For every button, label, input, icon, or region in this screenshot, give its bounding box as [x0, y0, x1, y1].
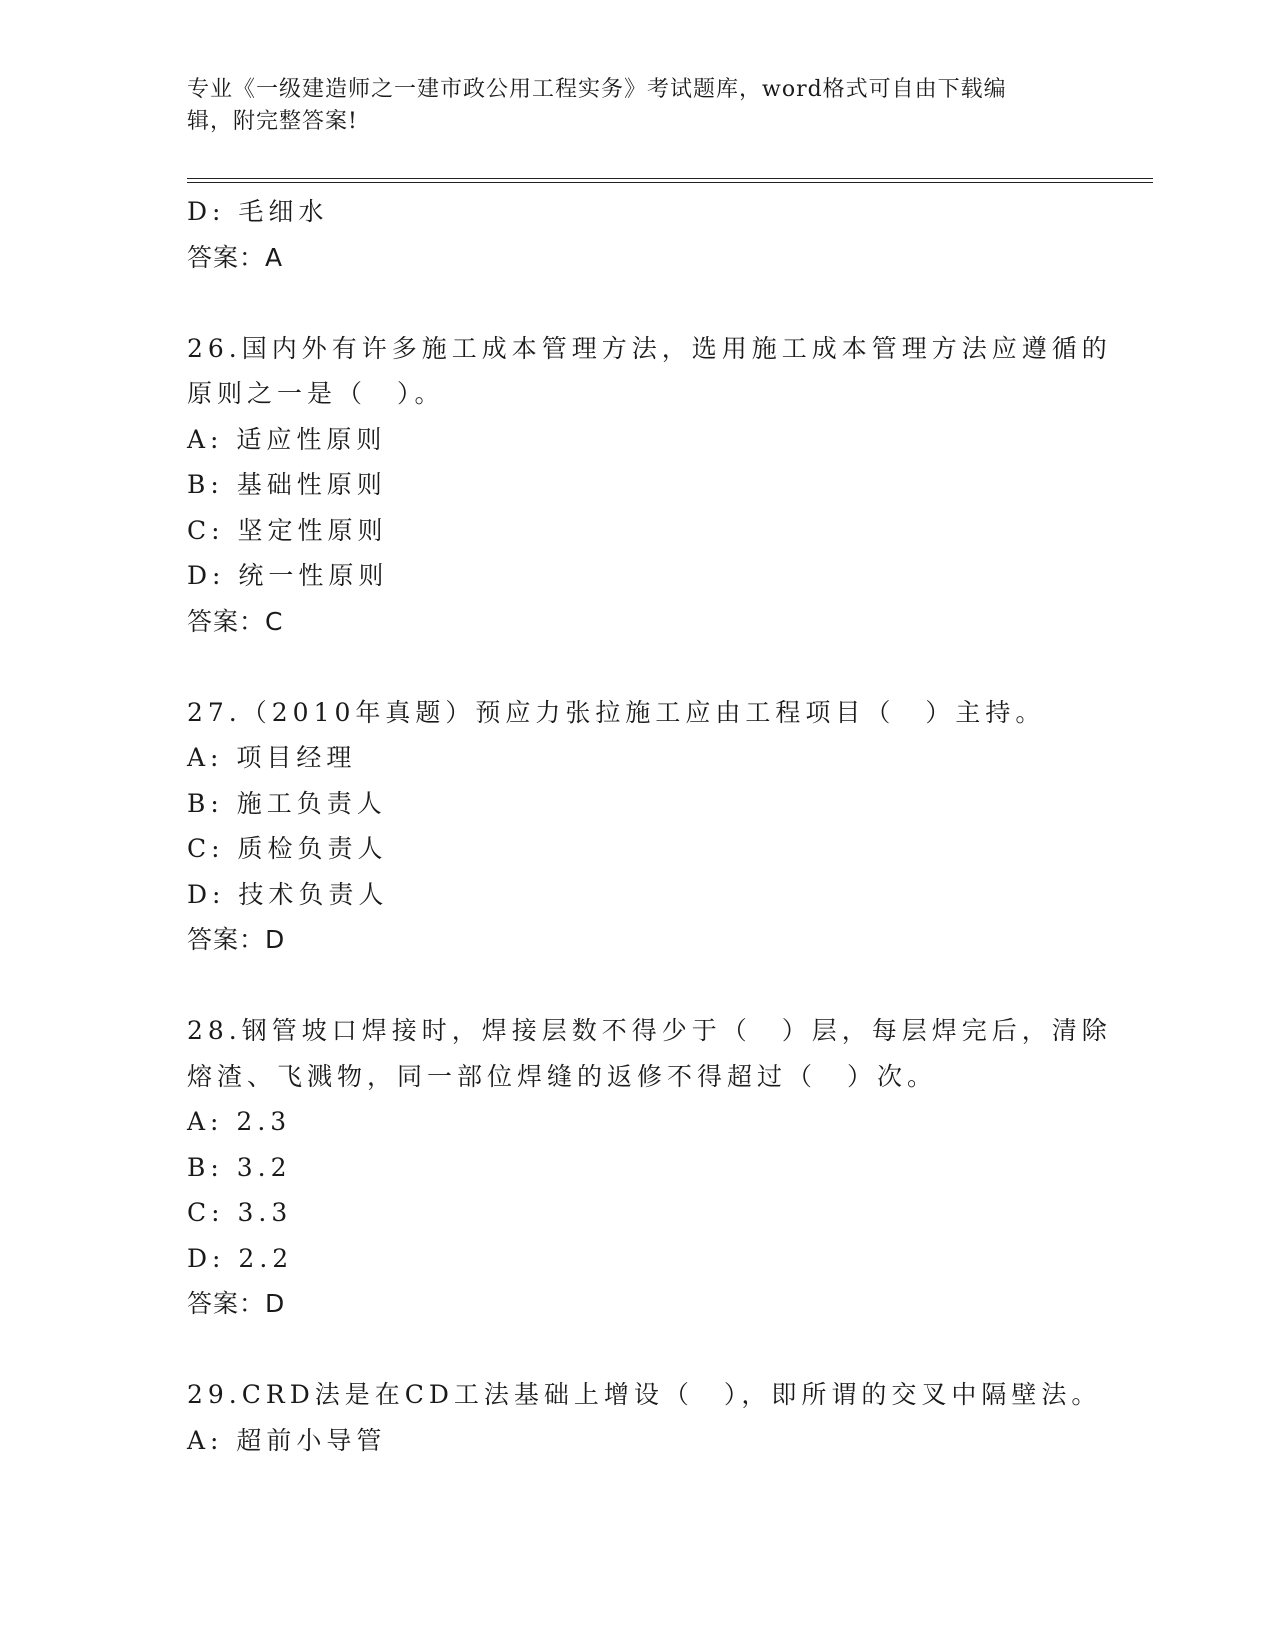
question-27	[187, 690, 1087, 963]
question-stem: 29.CRD法是在CD工法基础上增设（ ），即所谓的交叉中隔壁法。	[187, 1380, 1102, 1409]
question-stem: 27.（2010年真题）预应力张拉施工应由工程项目（ ）主持。	[187, 697, 1046, 727]
option-a: A: 适应性原则	[187, 424, 387, 454]
header-line-2: 辑，附完整答案!	[187, 109, 358, 134]
spacer	[187, 963, 1087, 1009]
question-26	[187, 326, 1112, 645]
header-divider	[187, 178, 1153, 183]
option-d: D: 技术负责人	[187, 879, 389, 909]
question-stem: 原则之一是（ ）。	[187, 379, 445, 408]
question-stem: 28.钢管坡口焊接时，焊接层数不得少于（ ）层，每层焊完后，清除	[187, 1016, 1112, 1045]
option-d: D: 2.2	[187, 1243, 294, 1273]
option-a: A: 2.3	[187, 1107, 292, 1136]
option-c: C: 坚定性原则	[187, 515, 388, 545]
question-list	[187, 189, 1112, 1463]
question-stem: 熔渣、飞溅物，同一部位焊缝的返修不得超过（ ）次。	[187, 1061, 938, 1091]
answer-label: 答案：C	[187, 606, 284, 636]
option-d: D: 统一性原则	[187, 561, 389, 590]
spacer	[187, 280, 1087, 326]
question-28	[187, 1008, 1112, 1327]
prev-answer: 答案：A	[187, 242, 284, 272]
answer-label: 答案：D	[187, 925, 286, 954]
option-b: B: 基础性原则	[187, 470, 387, 499]
page-header	[187, 74, 1067, 138]
option-c: C: 3.3	[187, 1198, 293, 1227]
option-c: C: 质检负责人	[187, 834, 388, 863]
header-line-1: 专业《一级建造师之一建市政公用工程实务》考试题库，word格式可自由下载编	[187, 77, 1007, 102]
option-b: B: 施工负责人	[187, 788, 387, 818]
prev-option-d: D: 毛细水	[187, 197, 329, 226]
option-a: A: 项目经理	[187, 743, 357, 772]
option-b: B: 3.2	[187, 1152, 292, 1182]
option-a: A: 超前小导管	[187, 1425, 387, 1455]
answer-label: 答案：D	[187, 1289, 286, 1318]
spacer	[187, 644, 1087, 690]
spacer	[187, 1327, 1087, 1373]
question-stem: 26.国内外有许多施工成本管理方法，选用施工成本管理方法应遵循的	[187, 333, 1112, 363]
question-29	[187, 1372, 1102, 1463]
